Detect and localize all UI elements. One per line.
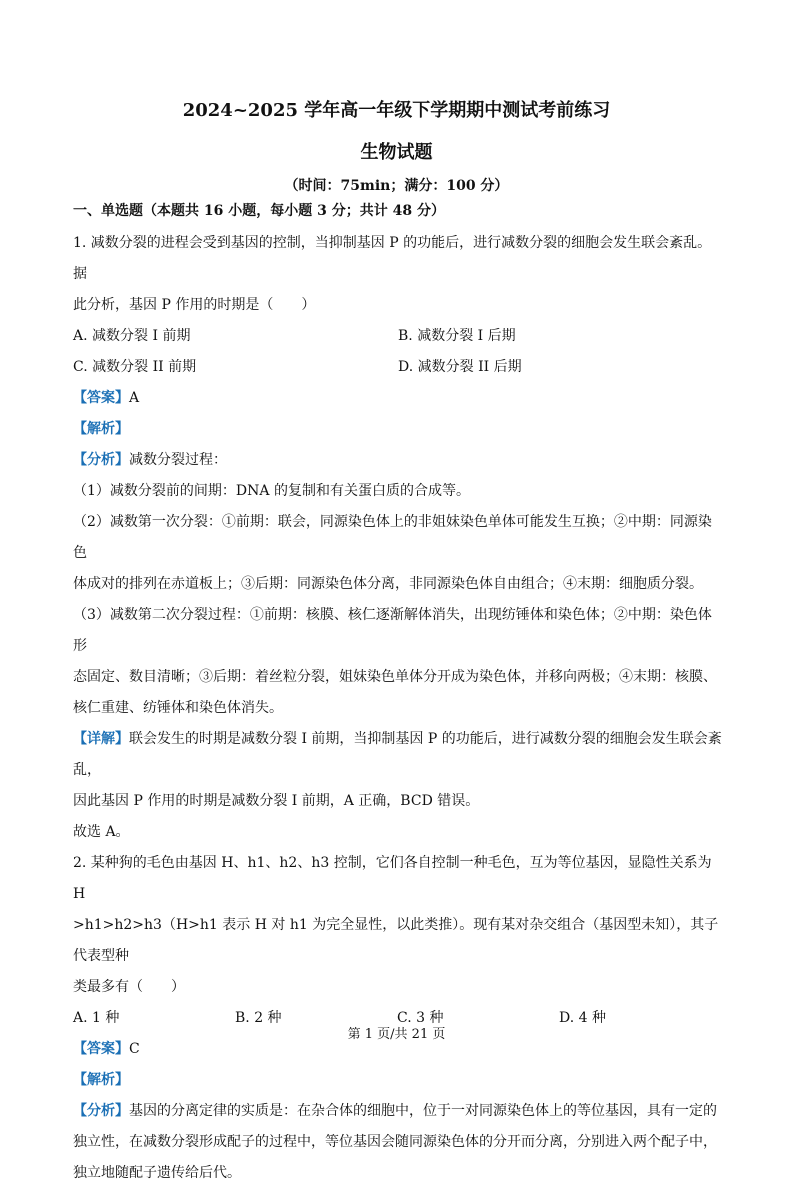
analysis-tag: 【解析】 (73, 1072, 129, 1088)
q2-fenxi-line-2: 独立性，在减数分裂形成配子的过程中，等位基因会随同源染色体的分开而分离，分别进入两个配子中， (73, 1134, 717, 1150)
q1-stem-line-2: 此分析，基因 P 作用的时期是（ ） (73, 297, 316, 313)
q1-detail-line-2: 因此基因 P 作用的时期是减数分裂 I 前期，A 正确，BCD 错误。 (73, 793, 480, 809)
page-footer: 第 1 页/共 21 页 (347, 1027, 446, 1042)
q2-fenxi-line-3: 独立地随配子遗传给后代。 (73, 1165, 241, 1181)
q1-option-d: D. 减数分裂 II 后期 (398, 359, 522, 375)
q1-point-2a: （2）减数第一次分裂：①前期：联会，同源染色体上的非姐妹染色单体可能发生互换；②中期：同源染色 (73, 514, 712, 561)
q2-stem-line-1: 2. 某种狗的毛色由基因 H、h1、h2、h3 控制，它们各自控制一种毛色，互为等位基因，显隐性关系为 H (73, 855, 712, 902)
fenxi-text: 减数分裂过程： (129, 452, 227, 468)
q1-option-a: A. 减数分裂 I 前期 (73, 328, 191, 344)
q1-option-c: C. 减数分裂 II 前期 (73, 359, 197, 375)
answer-tag: 【答案】 (73, 1041, 129, 1057)
exam-meta: （时间：75min；满分：100 分） (284, 178, 509, 194)
q1-choose: 故选 A。 (73, 824, 130, 840)
fenxi-tag: 【分析】 (73, 1103, 129, 1119)
q1-stem-line-1: 1. 减数分裂的进程会受到基因的控制，当抑制基因 P 的功能后，进行减数分裂的细胞会发生联会紊乱。据 (73, 235, 712, 282)
detail-tag: 【详解】 (73, 731, 129, 747)
q1-fenxi (73, 445, 723, 476)
q1-analysis-heading (73, 414, 723, 445)
page-subtitle: 生物试题 (360, 142, 433, 163)
page-title: 2024~2025 学年高一年级下学期期中测试考前练习 (182, 100, 611, 121)
answer-value: A (129, 390, 140, 406)
q1-options-row-2 (73, 352, 723, 383)
q1-point-3c: 核仁重建、纺锤体和染色体消失。 (73, 700, 283, 716)
answer-value: C (129, 1041, 140, 1057)
q1-point-3b: 态固定、数目清晰；③后期：着丝粒分裂，姐妹染色单体分开成为染色体，并移向两极；④末期：核膜、 (73, 669, 717, 685)
q1-answer (73, 383, 723, 414)
q1-option-b: B. 减数分裂 I 后期 (398, 328, 516, 344)
q1-options-row-1 (73, 321, 723, 352)
q1-point-1: （1）减数分裂前的间期：DNA 的复制和有关蛋白质的合成等。 (73, 483, 470, 499)
q2-stem-line-2: >h1>h2>h3（H>h1 表示 H 对 h1 为完全显性，以此类推）。现有某对杂交组合（基因型未知），其子代表型种 (73, 917, 719, 964)
q2-option-b: B. 2 种 (235, 1010, 282, 1026)
fenxi-tag: 【分析】 (73, 452, 129, 468)
analysis-tag: 【解析】 (73, 421, 129, 437)
detail-text: 联会发生的时期是减数分裂 I 前期，当抑制基因 P 的功能后，进行减数分裂的细胞会发生联会紊乱， (73, 731, 722, 778)
fenxi-text: 基因的分离定律的实质是：在杂合体的细胞中，位于一对同源染色体上的等位基因，具有一定的 (129, 1103, 717, 1119)
q1-point-2b: 体成对的排列在赤道板上；③后期：同源染色体分离，非同源染色体自由组合；④末期：细胞质分裂。 (73, 576, 703, 592)
answer-tag: 【答案】 (73, 390, 129, 406)
q2-analysis-heading (73, 1065, 723, 1096)
section-heading: 一、单选题（本题共 16 小题，每小题 3 分；共计 48 分） (73, 203, 445, 219)
q2-option-d: D. 4 种 (559, 1010, 606, 1026)
q2-option-c: C. 3 种 (397, 1010, 444, 1026)
q2-option-a: A. 1 种 (73, 1010, 120, 1026)
q1-detail-line-1 (73, 724, 723, 786)
q2-fenxi-line-1 (73, 1096, 723, 1127)
q1-point-3a: （3）减数第二次分裂过程：①前期：核膜、核仁逐渐解体消失，出现纺锤体和染色体；②中期：染色体形 (73, 607, 712, 654)
q2-stem-line-3: 类最多有（ ） (73, 979, 185, 995)
